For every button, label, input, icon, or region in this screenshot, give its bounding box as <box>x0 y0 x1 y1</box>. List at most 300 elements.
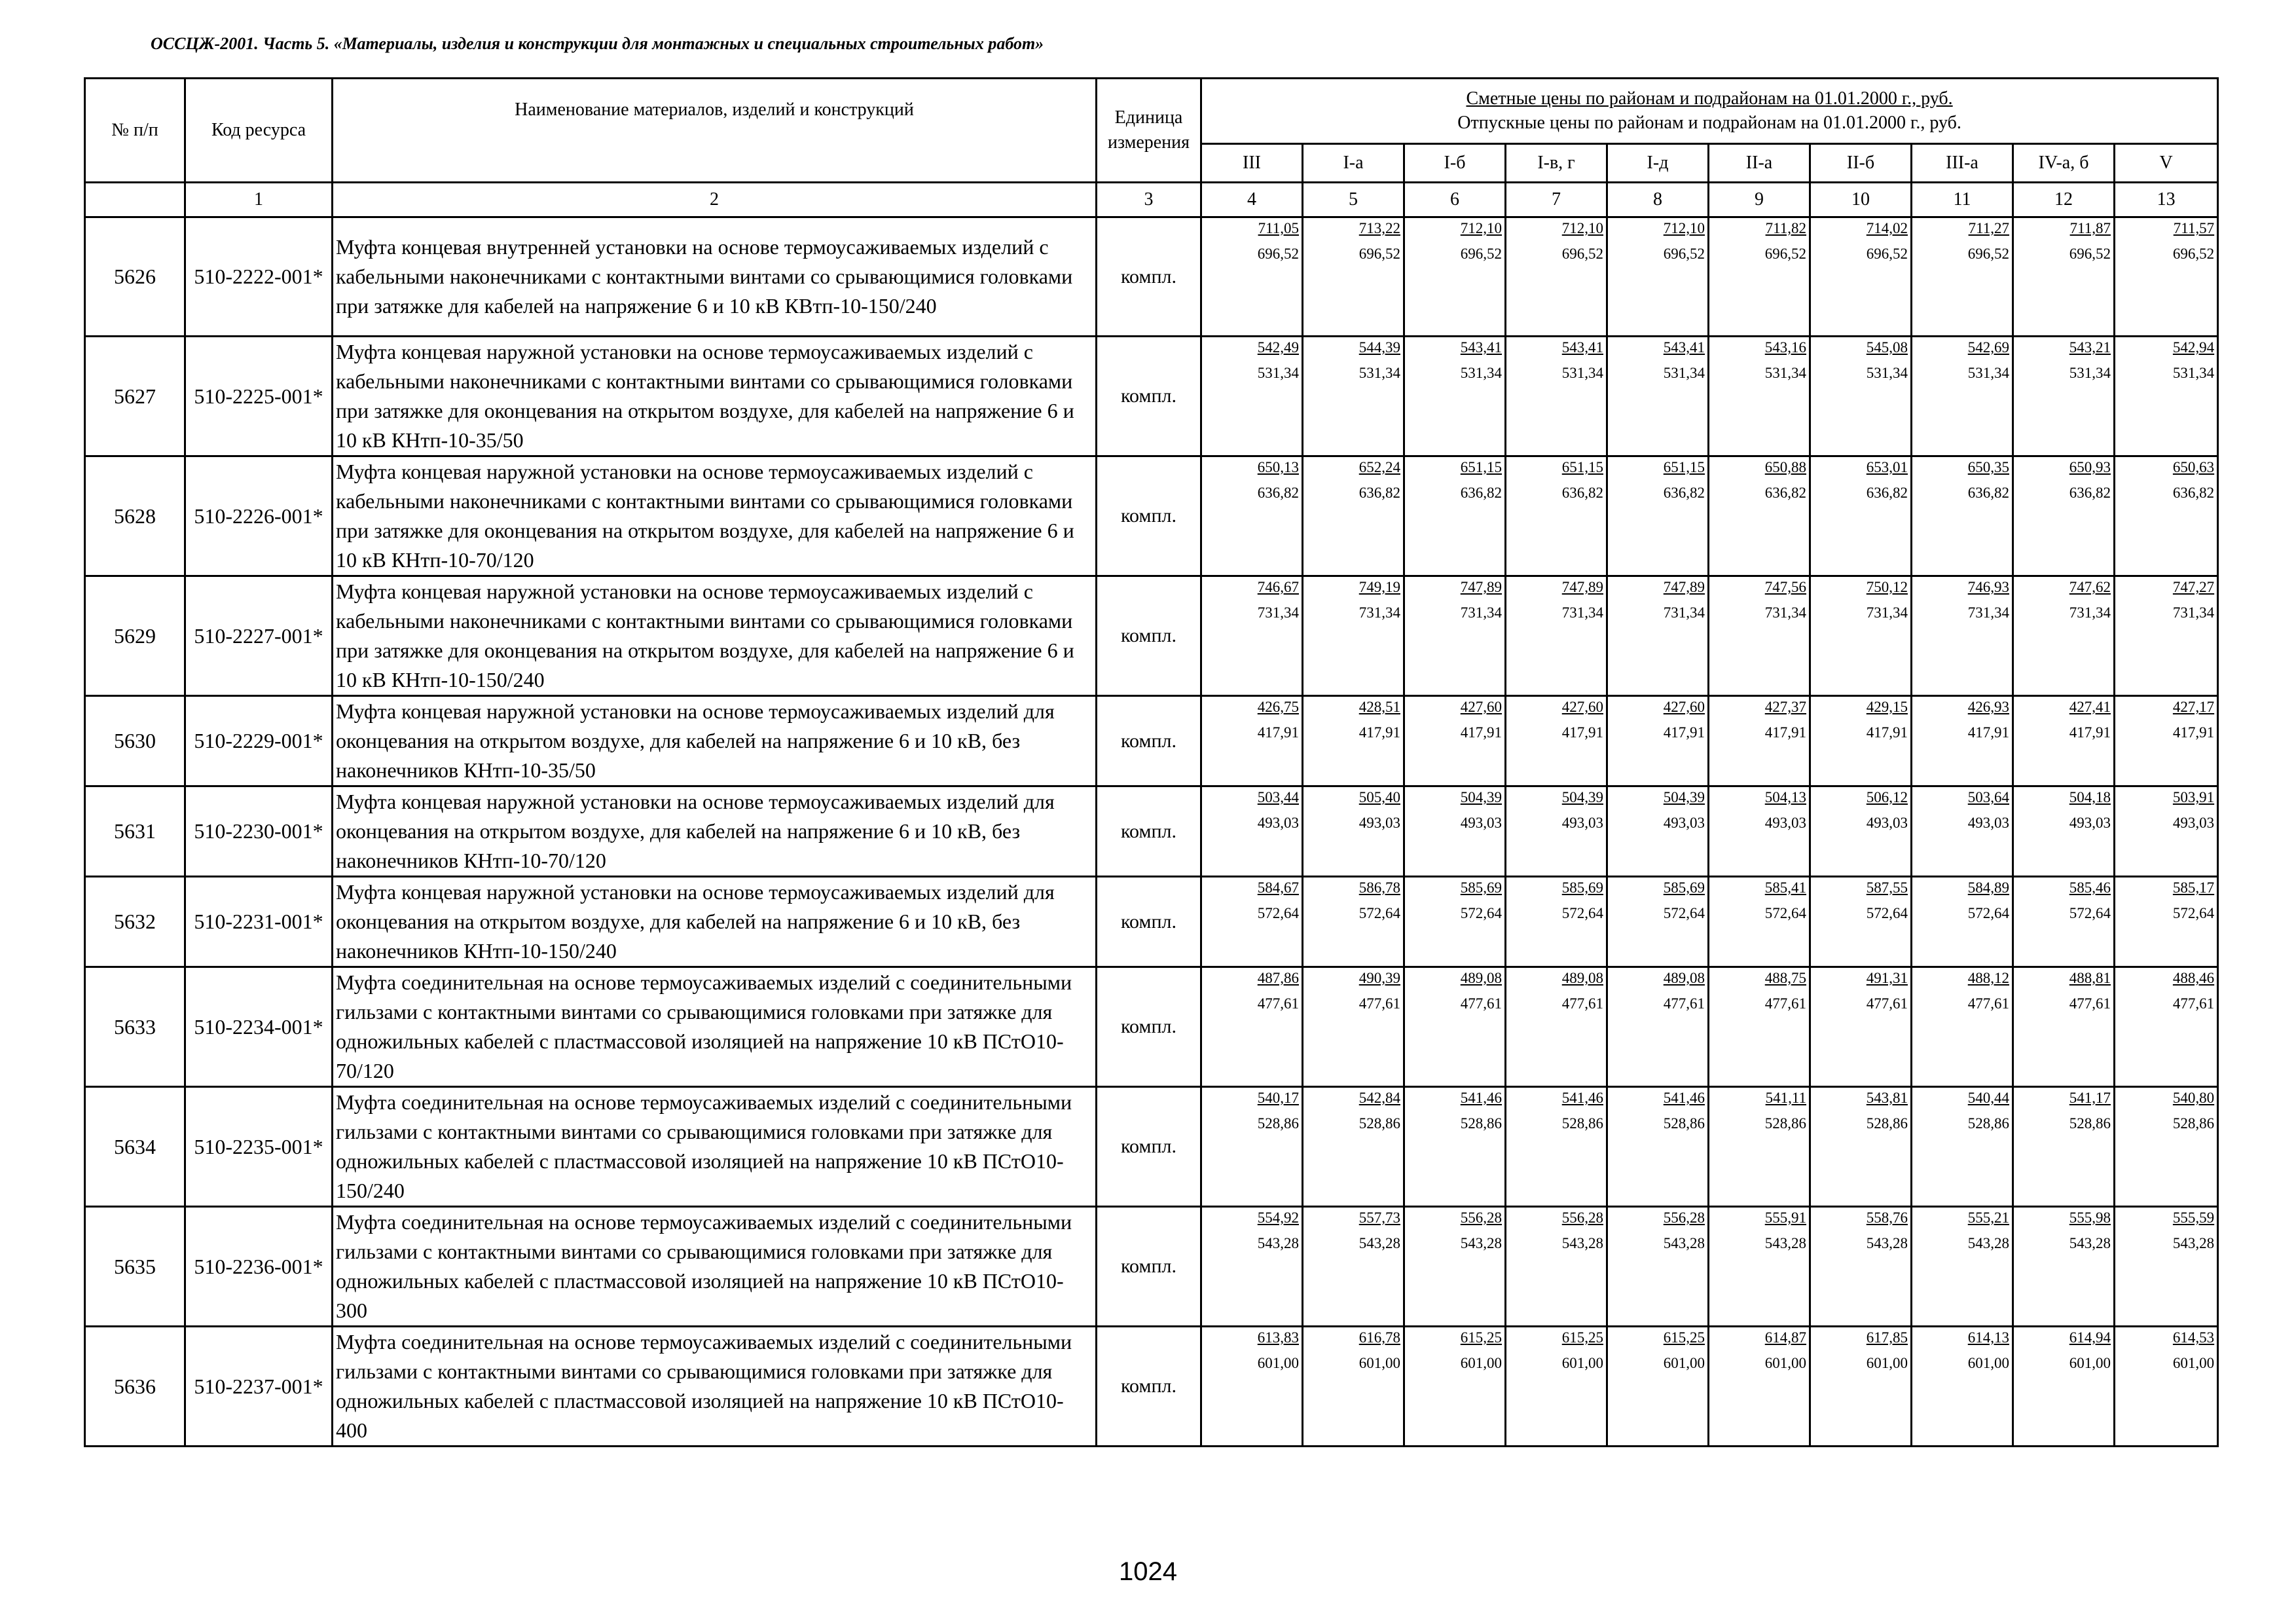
estimate-price: 615,25 <box>1561 1329 1603 1346</box>
release-price: 543,28 <box>1663 1235 1705 1251</box>
estimate-price: 427,17 <box>2172 699 2215 715</box>
price-cell <box>1303 576 1404 696</box>
price-cell <box>1404 786 1506 877</box>
material-name: Муфта концевая наружной установки на основе термоусаживаемых изделий с кабельными наконечниками с контактными винтами со срывающимися головками при затяжке для оконцевания на открытом воздухе, для кабелей на напряжение 6 и 10 кВ КНтп-10-35/50 <box>333 337 1097 456</box>
price-cell <box>1506 217 1607 337</box>
material-name: Муфта концевая внутренней установки на основе термоусаживаемых изделий с кабельными наконечниками с контактными винтами со срывающимися головками при затяжке для кабелей на напряжение 6 и 10 кВ КВтп-10-150/240 <box>333 217 1097 337</box>
release-price: 493,03 <box>1764 815 1806 831</box>
price-cell <box>1810 877 1912 967</box>
price-cell <box>1404 337 1506 456</box>
release-price: 696,52 <box>1561 246 1603 262</box>
release-price: 531,34 <box>1866 365 1908 381</box>
estimate-price: 488,75 <box>1764 970 1806 986</box>
release-price: 528,86 <box>1561 1115 1603 1132</box>
estimate-price: 585,41 <box>1764 879 1806 896</box>
price-cell <box>1912 1207 2013 1327</box>
release-price: 543,28 <box>1257 1235 1299 1251</box>
estimate-price: 491,31 <box>1866 970 1908 986</box>
unit-of-measure: компл. <box>1097 967 1201 1087</box>
release-price: 531,34 <box>1663 365 1705 381</box>
estimate-price: 713,22 <box>1358 220 1400 236</box>
row-number: 5627 <box>85 337 185 456</box>
price-cell <box>1506 967 1607 1087</box>
release-price: 731,34 <box>1460 604 1502 621</box>
release-price: 528,86 <box>2172 1115 2215 1132</box>
price-cell <box>1709 456 1810 576</box>
release-price: 731,34 <box>1764 604 1806 621</box>
price-cell <box>1912 217 2013 337</box>
resource-code: 510-2226-001* <box>185 456 333 576</box>
table-row <box>85 967 2218 1087</box>
estimate-price: 651,15 <box>1663 459 1705 475</box>
column-number: 4 <box>1201 183 1303 217</box>
region-header: II-б <box>1810 144 1912 183</box>
table-row <box>85 877 2218 967</box>
release-price: 477,61 <box>1460 995 1502 1012</box>
column-number: 9 <box>1709 183 1810 217</box>
price-cell <box>2013 1087 2115 1207</box>
price-cell <box>1607 337 1709 456</box>
release-price: 528,86 <box>1764 1115 1806 1132</box>
price-cell <box>2013 696 2115 786</box>
estimate-price: 614,87 <box>1764 1329 1806 1346</box>
price-cell <box>1303 696 1404 786</box>
price-cell <box>1709 786 1810 877</box>
estimate-price: 541,46 <box>1561 1090 1603 1106</box>
unit-of-measure: компл. <box>1097 576 1201 696</box>
price-cell <box>1607 1207 1709 1327</box>
release-price: 493,03 <box>2069 815 2111 831</box>
price-cell <box>1912 1087 2013 1207</box>
release-price: 531,34 <box>1257 365 1299 381</box>
price-cell <box>1201 967 1303 1087</box>
price-cell <box>1506 877 1607 967</box>
release-price: 543,28 <box>1764 1235 1806 1251</box>
release-price: 696,52 <box>1460 246 1502 262</box>
resource-code: 510-2230-001* <box>185 786 333 877</box>
estimate-price: 585,69 <box>1663 879 1705 896</box>
estimate-price: 487,86 <box>1257 970 1299 986</box>
release-price: 528,86 <box>1866 1115 1908 1132</box>
estimate-price: 614,94 <box>2069 1329 2111 1346</box>
row-number: 5636 <box>85 1327 185 1447</box>
row-number: 5632 <box>85 877 185 967</box>
price-cell <box>1303 1327 1404 1447</box>
release-price: 417,91 <box>2172 724 2215 741</box>
price-cell <box>2115 967 2218 1087</box>
estimate-price: 714,02 <box>1866 220 1908 236</box>
estimate-price: 555,98 <box>2069 1209 2111 1226</box>
material-name: Муфта соединительная на основе термоусаживаемых изделий с соединительными гильзами с контактными винтами со срывающимися головками при затяжке для одножильных кабелей с пластмассовой изоляцией на напряжение 10 кВ ПСтО10-300 <box>333 1207 1097 1327</box>
price-cell <box>1506 1327 1607 1447</box>
price-cell <box>1607 696 1709 786</box>
estimate-price: 712,10 <box>1460 220 1502 236</box>
price-cell <box>1303 456 1404 576</box>
column-number: 2 <box>333 183 1097 217</box>
price-cell <box>1709 967 1810 1087</box>
row-number: 5629 <box>85 576 185 696</box>
header-estimate-prices: Сметные цены по районам и подрайонам на 01.01.2000 г., руб. <box>1466 88 1953 109</box>
release-price: 636,82 <box>2172 485 2215 501</box>
price-cell <box>1607 456 1709 576</box>
column-number: 12 <box>2013 183 2115 217</box>
price-cell <box>1201 786 1303 877</box>
estimate-price: 556,28 <box>1561 1209 1603 1226</box>
release-price: 417,91 <box>2069 724 2111 741</box>
estimate-price: 542,94 <box>2172 339 2215 356</box>
material-name: Муфта концевая наружной установки на основе термоусаживаемых изделий для оконцевания на открытом воздухе, для кабелей на напряжение 6 и 10 кВ, без наконечников КНтп-10-35/50 <box>333 696 1097 786</box>
price-cell <box>1810 1327 1912 1447</box>
row-number: 5626 <box>85 217 185 337</box>
estimate-price: 554,92 <box>1257 1209 1299 1226</box>
price-cell <box>1912 786 2013 877</box>
release-price: 417,91 <box>1460 724 1502 741</box>
release-price: 731,34 <box>2069 604 2111 621</box>
column-number-blank <box>85 183 185 217</box>
release-price: 572,64 <box>1358 905 1400 921</box>
region-header: II-а <box>1709 144 1810 183</box>
release-price: 601,00 <box>1358 1355 1400 1371</box>
resource-code: 510-2237-001* <box>185 1327 333 1447</box>
estimate-price: 613,83 <box>1257 1329 1299 1346</box>
release-price: 572,64 <box>1967 905 2009 921</box>
estimate-price: 711,27 <box>1968 220 2009 236</box>
price-cell <box>1303 967 1404 1087</box>
release-price: 477,61 <box>1967 995 2009 1012</box>
price-cell <box>1607 1327 1709 1447</box>
release-price: 477,61 <box>2069 995 2111 1012</box>
price-cell <box>2013 217 2115 337</box>
column-number: 13 <box>2115 183 2218 217</box>
price-cell <box>2115 1207 2218 1327</box>
price-cell <box>2013 576 2115 696</box>
price-cell <box>1607 217 1709 337</box>
estimate-price: 747,62 <box>2069 579 2111 595</box>
release-price: 636,82 <box>1764 485 1806 501</box>
column-number-row <box>85 183 2218 217</box>
estimate-price: 711,05 <box>1258 220 1299 236</box>
estimate-price: 543,21 <box>2069 339 2111 356</box>
release-price: 477,61 <box>1764 995 1806 1012</box>
release-price: 477,61 <box>1866 995 1908 1012</box>
estimate-price: 556,28 <box>1663 1209 1705 1226</box>
release-price: 417,91 <box>1764 724 1806 741</box>
price-cell <box>1201 337 1303 456</box>
price-cell <box>1404 696 1506 786</box>
table-row <box>85 337 2218 456</box>
price-cell <box>1810 786 1912 877</box>
page-number: 1024 <box>1119 1557 1177 1586</box>
estimate-price: 426,93 <box>1967 699 2009 715</box>
release-price: 731,34 <box>2172 604 2215 621</box>
release-price: 417,91 <box>1257 724 1299 741</box>
estimate-price: 429,15 <box>1866 699 1908 715</box>
row-number: 5633 <box>85 967 185 1087</box>
table-row <box>85 1327 2218 1447</box>
release-price: 417,91 <box>1358 724 1400 741</box>
estimate-price: 541,46 <box>1663 1090 1705 1106</box>
estimate-price: 585,17 <box>2172 879 2215 896</box>
release-price: 636,82 <box>2069 485 2111 501</box>
estimate-price: 489,08 <box>1460 970 1502 986</box>
estimate-price: 711,87 <box>2069 220 2111 236</box>
price-cell <box>1303 1087 1404 1207</box>
estimate-price: 505,40 <box>1358 789 1400 805</box>
header-prices <box>1201 79 2218 144</box>
header-num: № п/п <box>85 79 185 183</box>
header-name: Наименование материалов, изделий и конструкций <box>333 79 1097 183</box>
release-price: 531,34 <box>1764 365 1806 381</box>
price-cell <box>1506 696 1607 786</box>
row-number: 5634 <box>85 1087 185 1207</box>
estimate-price: 556,28 <box>1460 1209 1502 1226</box>
estimate-price: 749,19 <box>1358 579 1400 595</box>
price-cell <box>1709 337 1810 456</box>
price-cell <box>1810 337 1912 456</box>
release-price: 493,03 <box>1866 815 1908 831</box>
price-cell <box>2115 696 2218 786</box>
column-number: 5 <box>1303 183 1404 217</box>
release-price: 493,03 <box>2172 815 2215 831</box>
price-cell <box>1709 1327 1810 1447</box>
price-cell <box>1912 1327 2013 1447</box>
estimate-price: 427,60 <box>1460 699 1502 715</box>
table-body <box>85 217 2218 1447</box>
estimate-price: 426,75 <box>1257 699 1299 715</box>
release-price: 531,34 <box>1460 365 1502 381</box>
table-row <box>85 1087 2218 1207</box>
column-number: 11 <box>1912 183 2013 217</box>
estimate-price: 555,91 <box>1764 1209 1806 1226</box>
price-cell <box>1607 877 1709 967</box>
estimate-price: 503,44 <box>1257 789 1299 805</box>
estimate-price: 558,76 <box>1866 1209 1908 1226</box>
estimate-price: 506,12 <box>1866 789 1908 805</box>
estimate-price: 616,78 <box>1358 1329 1400 1346</box>
release-price: 696,52 <box>1358 246 1400 262</box>
price-cell <box>2013 877 2115 967</box>
price-cell <box>2115 576 2218 696</box>
estimate-price: 489,08 <box>1561 970 1603 986</box>
estimate-price: 747,89 <box>1663 579 1705 595</box>
region-header: V <box>2115 144 2218 183</box>
price-cell <box>1607 1087 1709 1207</box>
release-price: 531,34 <box>1967 365 2009 381</box>
release-price: 696,52 <box>1967 246 2009 262</box>
unit-of-measure: компл. <box>1097 696 1201 786</box>
column-number: 8 <box>1607 183 1709 217</box>
price-cell <box>1709 1207 1810 1327</box>
release-price: 477,61 <box>1663 995 1705 1012</box>
region-header: I-д <box>1607 144 1709 183</box>
estimate-price: 747,56 <box>1764 579 1806 595</box>
price-cell <box>1607 576 1709 696</box>
release-price: 696,52 <box>2172 246 2215 262</box>
estimate-price: 750,12 <box>1866 579 1908 595</box>
price-cell <box>1201 456 1303 576</box>
price-cell <box>2013 786 2115 877</box>
estimate-price: 585,46 <box>2069 879 2111 896</box>
price-cell <box>1404 877 1506 967</box>
price-cell <box>1404 456 1506 576</box>
table-row <box>85 456 2218 576</box>
unit-of-measure: компл. <box>1097 877 1201 967</box>
release-price: 543,28 <box>1866 1235 1908 1251</box>
price-cell <box>1404 1207 1506 1327</box>
estimate-price: 614,53 <box>2172 1329 2215 1346</box>
estimate-price: 615,25 <box>1663 1329 1705 1346</box>
column-number: 7 <box>1506 183 1607 217</box>
release-price: 572,64 <box>1866 905 1908 921</box>
estimate-price: 584,67 <box>1257 879 1299 896</box>
release-price: 417,91 <box>1561 724 1603 741</box>
release-price: 417,91 <box>1967 724 2009 741</box>
release-price: 696,52 <box>1764 246 1806 262</box>
price-cell <box>1709 217 1810 337</box>
unit-of-measure: компл. <box>1097 337 1201 456</box>
estimate-price: 543,81 <box>1866 1090 1908 1106</box>
estimate-price: 503,91 <box>2172 789 2215 805</box>
price-cell <box>1912 877 2013 967</box>
estimate-price: 542,49 <box>1257 339 1299 356</box>
release-price: 601,00 <box>1967 1355 2009 1371</box>
price-cell <box>1810 576 1912 696</box>
row-number: 5635 <box>85 1207 185 1327</box>
price-table <box>84 77 2219 1447</box>
estimate-price: 586,78 <box>1358 879 1400 896</box>
table-row <box>85 1207 2218 1327</box>
estimate-price: 542,84 <box>1358 1090 1400 1106</box>
estimate-price: 504,39 <box>1460 789 1502 805</box>
release-price: 636,82 <box>1663 485 1705 501</box>
price-cell <box>2013 456 2115 576</box>
price-cell <box>2115 1327 2218 1447</box>
header-release-prices: Отпускные цены по районам и подрайонам на 01.01.2000 г., руб. <box>1457 112 1961 133</box>
price-cell <box>1912 967 2013 1087</box>
estimate-price: 584,89 <box>1967 879 2009 896</box>
material-name: Муфта концевая наружной установки на основе термоусаживаемых изделий для оконцевания на открытом воздухе, для кабелей на напряжение 6 и 10 кВ, без наконечников КНтп-10-70/120 <box>333 786 1097 877</box>
price-cell <box>1201 217 1303 337</box>
resource-code: 510-2225-001* <box>185 337 333 456</box>
row-number: 5630 <box>85 696 185 786</box>
estimate-price: 651,15 <box>1561 459 1603 475</box>
row-number: 5628 <box>85 456 185 576</box>
estimate-price: 541,17 <box>2069 1090 2111 1106</box>
estimate-price: 555,59 <box>2172 1209 2215 1226</box>
estimate-price: 504,39 <box>1561 789 1603 805</box>
estimate-price: 504,39 <box>1663 789 1705 805</box>
column-number: 1 <box>185 183 333 217</box>
unit-of-measure: компл. <box>1097 786 1201 877</box>
release-price: 601,00 <box>1460 1355 1502 1371</box>
release-price: 731,34 <box>1561 604 1603 621</box>
estimate-price: 712,10 <box>1561 220 1603 236</box>
release-price: 543,28 <box>1358 1235 1400 1251</box>
release-price: 696,52 <box>1257 246 1299 262</box>
release-price: 477,61 <box>1561 995 1603 1012</box>
price-cell <box>2115 217 2218 337</box>
release-price: 696,52 <box>1663 246 1705 262</box>
release-price: 528,86 <box>2069 1115 2111 1132</box>
release-price: 731,34 <box>1866 604 1908 621</box>
price-cell <box>1506 576 1607 696</box>
price-cell <box>1404 217 1506 337</box>
estimate-price: 650,35 <box>1967 459 2009 475</box>
price-cell <box>1607 967 1709 1087</box>
estimate-price: 541,46 <box>1460 1090 1502 1106</box>
estimate-price: 650,93 <box>2069 459 2111 475</box>
estimate-price: 712,10 <box>1663 220 1705 236</box>
estimate-price: 489,08 <box>1663 970 1705 986</box>
estimate-price: 747,89 <box>1460 579 1502 595</box>
release-price: 696,52 <box>1866 246 1908 262</box>
estimate-price: 652,24 <box>1358 459 1400 475</box>
resource-code: 510-2222-001* <box>185 217 333 337</box>
price-cell <box>1506 786 1607 877</box>
material-name: Муфта соединительная на основе термоусаживаемых изделий с соединительными гильзами с контактными винтами со срывающимися головками при затяжке для одножильных кабелей с пластмассовой изоляцией на напряжение 10 кВ ПСтО10-70/120 <box>333 967 1097 1087</box>
header-code: Код ресурса <box>185 79 333 183</box>
price-cell <box>1303 877 1404 967</box>
estimate-price: 746,93 <box>1967 579 2009 595</box>
release-price: 636,82 <box>1866 485 1908 501</box>
release-price: 731,34 <box>1663 604 1705 621</box>
estimate-price: 428,51 <box>1358 699 1400 715</box>
price-cell <box>1506 456 1607 576</box>
price-cell <box>1810 967 1912 1087</box>
estimate-price: 427,60 <box>1663 699 1705 715</box>
price-cell <box>1201 696 1303 786</box>
resource-code: 510-2227-001* <box>185 576 333 696</box>
release-price: 493,03 <box>1561 815 1603 831</box>
release-price: 531,34 <box>2172 365 2215 381</box>
estimate-price: 615,25 <box>1460 1329 1502 1346</box>
price-cell <box>1709 696 1810 786</box>
estimate-price: 427,37 <box>1764 699 1806 715</box>
material-name: Муфта соединительная на основе термоусаживаемых изделий с соединительными гильзами с контактными винтами со срывающимися головками при затяжке для одножильных кабелей с пластмассовой изоляцией на напряжение 10 кВ ПСтО10-150/240 <box>333 1087 1097 1207</box>
estimate-price: 617,85 <box>1866 1329 1908 1346</box>
release-price: 531,34 <box>2069 365 2111 381</box>
release-price: 477,61 <box>2172 995 2215 1012</box>
column-number: 3 <box>1097 183 1201 217</box>
release-price: 477,61 <box>1358 995 1400 1012</box>
price-cell <box>1404 1087 1506 1207</box>
region-header: I-а <box>1303 144 1404 183</box>
price-cell <box>2115 786 2218 877</box>
resource-code: 510-2231-001* <box>185 877 333 967</box>
estimate-price: 585,69 <box>1460 879 1502 896</box>
unit-of-measure: компл. <box>1097 456 1201 576</box>
release-price: 601,00 <box>2069 1355 2111 1371</box>
estimate-price: 488,81 <box>2069 970 2111 986</box>
column-number: 10 <box>1810 183 1912 217</box>
estimate-price: 544,39 <box>1358 339 1400 356</box>
release-price: 543,28 <box>1561 1235 1603 1251</box>
estimate-price: 427,41 <box>2069 699 2111 715</box>
price-cell <box>1506 337 1607 456</box>
release-price: 493,03 <box>1663 815 1705 831</box>
estimate-price: 653,01 <box>1866 459 1908 475</box>
release-price: 543,28 <box>1460 1235 1502 1251</box>
release-price: 417,91 <box>1663 724 1705 741</box>
estimate-price: 503,64 <box>1967 789 2009 805</box>
price-cell <box>1506 1087 1607 1207</box>
release-price: 528,86 <box>1663 1115 1705 1132</box>
release-price: 493,03 <box>1257 815 1299 831</box>
table-row <box>85 576 2218 696</box>
price-cell <box>1810 1087 1912 1207</box>
price-cell <box>1303 786 1404 877</box>
release-price: 572,64 <box>1460 905 1502 921</box>
